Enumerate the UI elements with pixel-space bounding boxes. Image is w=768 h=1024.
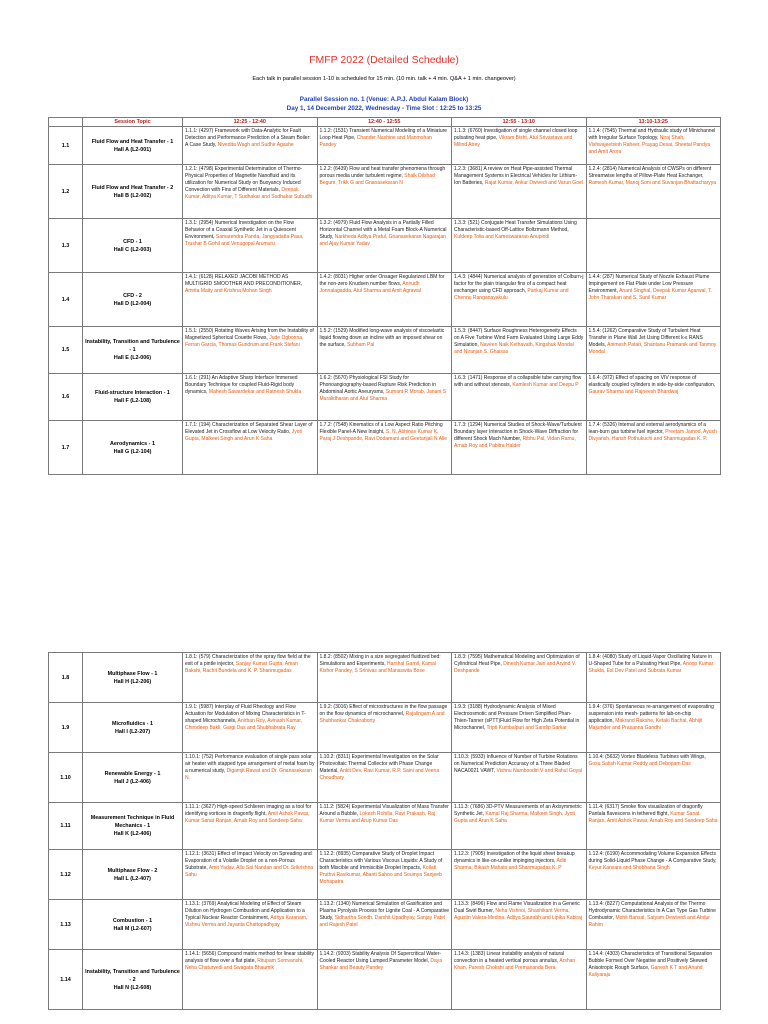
table-header-row: [49, 118, 721, 127]
talk-cell: [183, 653, 318, 703]
session-topic: Aerodynamics - 1 Hall G (L2-104): [83, 421, 183, 475]
header-slot-2: 12:40 - 12:55: [317, 118, 452, 127]
talk-title: 1.8.3: (7595) Mathematical Modeling and Optimization of Cylindrical Heat Pipe,: [454, 654, 580, 667]
talk-cell: [586, 327, 721, 374]
session-number: 1.7: [49, 421, 83, 475]
talk-authors: Rajalingam A and Shubhankar Chakraborty: [319, 710, 445, 724]
session-row: [49, 653, 721, 703]
talk-authors: Anant Singhal, Deepak Kumar Agarwal, T. John Tharakan and S. Sunil Kumar: [588, 287, 713, 301]
talk-title: 1.7.2: (7548) Kinematics of a Low Aspect Ratio Pitching Flexible Panel-A New Insight,: [319, 422, 443, 435]
session-number: 1.11: [49, 803, 83, 850]
talk-cell: [452, 950, 587, 1010]
talk-authors: Subham Pal: [347, 341, 375, 348]
talk-cell: [317, 127, 452, 165]
talk-authors: Samarendra Panda, Jangyadatta Pasa, Trushar B Gohil and Venugopal Arumuru: [185, 233, 304, 247]
talk-title: 1.11.3: (7686) 3D-PTV Measurements of an Axisymmetric Synthetic Jet,: [454, 804, 582, 817]
talk-title: 1.14.2: (9203) Stability Analysis Of Supercritical Water-Cooled Reactor Using Lumped Parameter Model,: [319, 951, 442, 964]
talk-authors: Lokesh Rohilla, Ravi Prakash, Raj Kumar Verma and Arup Kumar Das: [319, 810, 436, 824]
talk-title: 1.14.1: (5656) Compound matrix method for linear stability analysis of flow over a flat plate,: [185, 951, 314, 964]
talk-authors: Aditi Sharma, Bikash Mahato and Shanmugadas K. P: [454, 857, 567, 871]
session-row: [49, 900, 721, 950]
talk-cell: [586, 374, 721, 421]
talk-title: 1.12.3: (7905) Investigation of the liquid sheet breakup dynamics in like-on-unlike impinging injectors,: [454, 851, 575, 864]
talk-cell: [452, 803, 587, 850]
talk-cell: [183, 273, 318, 327]
talk-title: 1.8.1: (579) Characterization of the spray flow field at the exit of a pintle injector,: [185, 654, 311, 667]
header-slot-3: 12:55 - 13:10: [452, 118, 587, 127]
talk-cell: [452, 753, 587, 803]
talk-title: 1.11.1: (3627) High-speed Schlieren imaging as a tool for identifying vortices in dragonfly flight,: [185, 804, 312, 817]
session-number: 1.5: [49, 327, 83, 374]
talk-cell: [317, 653, 452, 703]
talk-cell: [586, 219, 721, 273]
session-number: 1.6: [49, 374, 83, 421]
talk-authors: Animesh Patari, Shantanu Pramanik and Tanmoy Mondal: [588, 341, 717, 355]
talk-cell: [586, 273, 721, 327]
session-topic: CFD - 2 Hall D (L2-004): [83, 273, 183, 327]
talk-authors: Kamal Raj Sharma, Malkeet Singh, Jyoti Gupta and Arun K Saha: [454, 810, 575, 824]
talk-authors: Gosu Satish Kumar Reddy and Debopam Das: [588, 760, 691, 767]
talk-title: 1.10.3: (5933) Influence of Number of Turbine Rotations on Numerical Prediction Accuracy of a Three Bladed NACA0021 VAWT,: [454, 754, 578, 774]
talk-title: 1.7.4: (5326) Internal and external aerodynamics of a lean-burn gas turbine fuel injector,: [588, 422, 707, 435]
talk-cell: [183, 703, 318, 753]
talk-authors: Arshan Khan, Paresh Chokshi and Premananda Bera: [454, 957, 576, 971]
talk-cell: [452, 850, 587, 900]
talk-authors: Neha Vishnoi, Shashikant Verma, Agustin Valera-Medina, Aditya Saurabh and Lipika Kabiraj: [454, 907, 583, 921]
talk-authors: Deepak Kumar, Aditya Kumar, T Sudhakar and Sudhakar Subudhi: [185, 186, 313, 200]
schedule-table-lower: [48, 652, 721, 1010]
talk-cell: [317, 900, 452, 950]
session-row: [49, 165, 721, 219]
talk-title: 1.13.3: (8496) Flow and Flame Visualization in a Generic Dual Swirl Burner,: [454, 901, 580, 914]
session-topic: Combustion - 1 Hall M (L2-607): [83, 900, 183, 950]
talk-authors: Tripti Kumbalpuri and Sandip Sarkar: [486, 724, 567, 731]
talk-cell: [317, 219, 452, 273]
talk-authors: Vikram Bisht, Atul Srivastava and Milind Atrey: [454, 134, 573, 148]
session-topic: Instability, Transition and Turbulence - 2 Hall N (L2-608): [83, 950, 183, 1010]
talk-cell: [317, 703, 452, 753]
session-topic: CFD - 1 Hall C (L2-003): [83, 219, 183, 273]
talk-cell: [452, 653, 587, 703]
talk-cell: [452, 327, 587, 374]
talk-title: 1.4.2: (8031) Higher order Onsager Regularized LBM for the non-zero Knudsen number flows,: [319, 274, 445, 287]
talk-cell: [586, 703, 721, 753]
talk-title: 1.7.1: (194) Characterization of Separated Shear Layer of Elevated Jet in Crossflow at Low Velocity Ratio,: [185, 422, 313, 435]
talk-authors: S. N. Abhinav Kumar K, Paraj J Deshpande, Ravi Dodamani and Geetanjali N Alle: [319, 428, 448, 442]
talk-title: 1.13.1: (3769) Analytical Modeling of Effect of Steam Dilution on Hydrogen Combustion and Application to a Typical Nuclear Reactor Containment,: [185, 901, 305, 921]
session-row: [49, 421, 721, 475]
talk-authors: Makrand Rakshe, Ketaki Bachal, Abhijit Majumder and Prasanna Gandhi: [588, 717, 703, 731]
talk-cell: [317, 374, 452, 421]
talk-cell: [317, 165, 452, 219]
talk-authors: Kumar Sanat Ranjan, Amit Ashok Pawar, Arnab Roy and Sandeep Saha: [588, 810, 718, 824]
talk-cell: [586, 127, 721, 165]
talk-cell: [183, 219, 318, 273]
talk-authors: Sidhartha Sondh, Darshit Upadhyay, Sanjay Patel and Rajesh Patel: [319, 914, 445, 928]
session-row: [49, 850, 721, 900]
talk-authors: Pankaj Kumar and Chennu Ranganayakulu: [454, 287, 569, 301]
talk-title: 1.9.2: (3016) Effect of microstructures in the flow passage on the flow dynamics of microchannel,: [319, 704, 448, 717]
talk-title: 1.5.2: (1529) Modified long-wave analysis of viscoelastic liquid flowing down an incline with an imposed shear on the surface,: [319, 328, 445, 348]
talk-title: 1.5.1: (2550) Rotating Waves Arising from the Instability of Magnetized Spherical Couette Flows,: [185, 328, 314, 341]
talk-title: 1.4.3: (4844) Numerical analysis of generation of Colburn-j factor for the plain triangular fins of a compact heat exchanger using CFD approach,: [454, 274, 584, 294]
session-topic: Fluid Flow and Heat Transfer - 2 Hall B (L2-002): [83, 165, 183, 219]
talk-cell: [452, 900, 587, 950]
talk-cell: [183, 753, 318, 803]
talk-title: 1.1.3: (6760) Investigation of single channel closed loop pulsating heat pipe,: [454, 128, 578, 141]
session-row: [49, 803, 721, 850]
talk-cell: [452, 165, 587, 219]
session-number: 1.14: [49, 950, 83, 1010]
talk-cell: [183, 374, 318, 421]
talk-title: 1.5.4: (1262) Comparative Study of Turbulent Heat Transfer in Plane Wall Jet Using Different k-ε RANS Models,: [588, 328, 703, 348]
talk-cell: [183, 850, 318, 900]
session-venue: Parallel Session no. 1 (Venue: A.P.J. Abdul Kalam Block): [299, 96, 469, 103]
talk-cell: [317, 803, 452, 850]
talk-cell: [452, 374, 587, 421]
session-number: 1.3: [49, 219, 83, 273]
talk-cell: [183, 421, 318, 475]
session-row: [49, 327, 721, 374]
talk-authors: Gaurav Sharma and Rajneesh Bhardwaj: [588, 388, 679, 395]
talk-cell: [183, 803, 318, 850]
session-number: 1.9: [49, 703, 83, 753]
session-number: 1.2: [49, 165, 83, 219]
session-topic: Fluid Flow and Heat Transfer - 1 Hall A (L2-001): [83, 127, 183, 165]
talk-authors: Preetam Jamod, Ayush Divyansh, Harish Pothukuchi and Shanmugadas K. P.: [588, 428, 717, 442]
schedule-note: Each talk in parallel session 1-10 is scheduled for 15 min. (10 min. talk + 4 min. Q&A + 1 min. changeover): [252, 76, 516, 82]
session-row: [49, 219, 721, 273]
talk-cell: [317, 421, 452, 475]
session-row: [49, 374, 721, 421]
talk-cell: [452, 127, 587, 165]
talk-cell: [586, 850, 721, 900]
talk-authors: Mahesh Sawardekar and Ratnesh Shukla: [208, 388, 302, 395]
talk-cell: [586, 753, 721, 803]
talk-title: 1.12.4: (6190) Accommodating Volume Expansion Effects during Solid-Liquid Phase Change - A Comparative Study,: [588, 851, 717, 864]
header-slot-1: 12:25 - 12:40: [183, 118, 318, 127]
talk-authors: Digamjit Rawat and Dr. Gnanasekaran N.: [185, 767, 312, 781]
header-session-topic: Session Topic: [83, 118, 183, 127]
session-topic: Measurement Technique in Fluid Mechanics - 1 Hall K (L2-406): [83, 803, 183, 850]
session-number: 1.4: [49, 273, 83, 327]
session-number: 1.10: [49, 753, 83, 803]
talk-title: 1.9.3: (3188) Hydrodynamic Analysis of Mixed Electroosmotic and Pressure Driven Simplified Phan-Thien-Tanner (sPTT)Fluid Flow for High Zeta Potential in Microchannel,: [454, 704, 580, 731]
talk-cell: [183, 165, 318, 219]
talk-title: 1.11.2: (5824) Experimental Visualization of Mass Transfer Around a Bubble,: [319, 804, 449, 817]
talk-title: 1.3.3: (521) Conjugate Heat Transfer Simulations Using Characteristic-based Off-Lattice Boltzmann Method,: [454, 220, 577, 233]
session-row: [49, 753, 721, 803]
talk-cell: [452, 219, 587, 273]
talk-title: 1.1.4: (7545) Thermal and Hydraulic study of Minichannel with Irregular Surface Topology,: [588, 128, 716, 141]
talk-title: 1.1.2: (1531) Transient Numerical Modeling of a Miniature Loop Heat Pipe,: [319, 128, 448, 141]
talk-authors: Ganesh K T and Anand Kaliyaraju: [588, 964, 703, 978]
session-row: [49, 273, 721, 327]
session-number: 1.8: [49, 653, 83, 703]
talk-cell: [183, 127, 318, 165]
talk-title: 1.1.1: (4297) Framework with Data-Analytic for Fault Detection and Performance Prediction of a Steam Boiler: A Case Study,: [185, 128, 311, 148]
talk-authors: Ramesh Kumar, Manoj Soni and Suvanjan Bhattacharyya: [588, 179, 717, 186]
talk-authors: Jude Ogbonna, Ferran Garcia, Thomas Gundrum and Frank Stefani: [185, 334, 304, 348]
talk-authors: Keyur Kansara and Shobhana Singh: [588, 864, 670, 871]
talk-authors: Niraj Shah, Vishwajeetsinh Raheer, Prayag Desai, Sheetal Pandya and Amit Arora: [588, 134, 711, 155]
talk-title: 1.6.1: (291) An Adaptive Sharp Interface Immersed Boundary Technique for coupled Fluid-Rigid body dynamics,: [185, 375, 298, 395]
talk-cell: [452, 421, 587, 475]
talk-authors: Shaik Dilshad Begum, Trikk G and Gnanasekaran N: [319, 172, 435, 186]
talk-title: 1.13.2: (1340) Numerical Simulation of Gasification and Plasma Pyrolysis Process for Lignite Coal - A Comparative Study,: [319, 901, 449, 921]
schedule-table-upper: [48, 117, 721, 475]
talk-title: 1.3.1: (2954) Numerical Investigation on the Flow Behavior of a Coaxial Synthetic Jet in a Quiescent Environment,: [185, 220, 296, 240]
talk-cell: [586, 421, 721, 475]
talk-authors: Narkheda Aditya Praful, Gnanasekaran Nagarajan and Ajay Kumar Yadav: [319, 233, 446, 247]
session-row: [49, 950, 721, 1010]
session-time-slot: Day 1, 14 December 2022, Wednesday - Time Slot : 12:25 to 13:25: [286, 105, 482, 112]
talk-cell: [183, 900, 318, 950]
talk-title: 1.6.3: (1471) Response of a collapsible tube carrying flow with and without stenosis,: [454, 375, 582, 388]
talk-authors: Chander Nashine and Manmohan Pandey: [319, 134, 432, 148]
talk-cell: [317, 950, 452, 1010]
talk-cell: [586, 950, 721, 1010]
talk-cell: [452, 273, 587, 327]
talk-cell: [183, 950, 318, 1010]
talk-authors: Sumant R Morab, Janani S Muralidharan and Atul Sharma: [319, 388, 446, 402]
talk-authors: Ankit Dev, Ravi Kumar, R.P. Saini and Veena Choudhary: [319, 767, 440, 781]
talk-authors: Anirban Roy, Avinash Kumar, Chirodeep Bakli, Gargi Das and Shubhabrata Ray: [185, 717, 303, 731]
talk-authors: Kollati Pruthvi Ravikumar, Abanti Sahoo and Soumya Sanjeeb Mohapatra: [319, 864, 442, 885]
talk-title: 1.7.3: (1294) Numerical Studies of Shock-Wave/Turbulent Boundary layer Interaction in Shock-Wave Diffraction for different Shock Mach Number,: [454, 422, 582, 442]
talk-authors: Sanjay Kumar Gupta, Aman Bakshi, Rachit Bundela and K. P. Shanmugadas: [185, 660, 298, 674]
talk-title: 1.6.2: (5670) Physiological FSI Study for Phonoangiography-based Rupture Risk Prediction in Abdominal Aortic Aneurysms,: [319, 375, 436, 395]
session-topic: Microfluidics - 1 Hall I (L2-207): [83, 703, 183, 753]
talk-cell: [317, 327, 452, 374]
talk-authors: Amit Ashok Pawar, Kumar Sanat Ranjan, Arnab Roy and Sandeep Saha: [185, 810, 310, 824]
talk-authors: Anirudh Jonnalagadda, Atul Sharma and Amit Agrawal: [319, 280, 421, 294]
talk-title: 1.2.3: (3681) A review on Heat Pipe-assisted Thermal Management Systems in Electrical Vehicles for Lithium-Ion Batteries,: [454, 166, 578, 186]
talk-title: 1.4.1: (6128) RELAXED JACOBI METHOD AS MULTIGRID SMOOTHER AND PRECONDITIONER,: [185, 274, 303, 287]
talk-title: 1.2.2: (6439) Flow and heat transfer phenomena through porous media under turbulent regime,: [319, 166, 446, 179]
talk-authors: Vishnu Namboodiri V and Rahul Goyal: [496, 767, 583, 774]
talk-title: 1.10.1: (752) Performance evaluation of single pass solar air heater with stapped type arrangement of metal foam by a numerical study,: [185, 754, 315, 774]
talk-authors: Amit Yadav, Allu Sai Nandan and Dr. Srikrishna Sahu: [185, 864, 314, 878]
talk-title: 1.12.1: (3631) Effect of Impact Velocity on Spreading and Evaporation of a Volatile Droplet on a non-Porous Substrate,: [185, 851, 312, 871]
talk-cell: [317, 753, 452, 803]
talk-authors: Nivedita Wagh and Sudhir Agashe: [217, 141, 294, 148]
talk-cell: [586, 803, 721, 850]
session-topic: Renewable Energy - 1 Hall J (L2-406): [83, 753, 183, 803]
talk-title: 1.6.4: (972) Effect of spacing on VIV response of elastically coupled cylinders in side-by-side configuration,: [588, 375, 716, 388]
talk-authors: Ribhu Pal, Vidan Ramu, Arnab Roy and Pabitra Halder: [454, 435, 576, 449]
talk-authors: Amrita Maity and Krishna Mohan Singh: [185, 287, 272, 294]
talk-authors: Naveen Naik Kethavath, Kingshuk Mondal and Niranjan S. Ghaisas: [454, 341, 574, 355]
talk-title: 1.14.4: (4303) Characteristics of Transitional Separation Bubble Formed Over Negative and Positively Skewed Anisotropic Rough Surface,: [588, 951, 713, 971]
talk-title: 1.10.2: (8311) Experimental Investigation on the Solar Photovoltaic Thermal Collector with Phase Change Material,: [319, 754, 439, 774]
talk-title: 1.9.4: (376) Spontaneous re-arrangement of evaporating suspension into mesh- patterns for lab-on-chip application,: [588, 704, 714, 724]
talk-authors: Jyoti Gupta, Malkeet Singh and Arun K Saha: [185, 428, 302, 442]
talk-authors: Aditya Karanam, Vishnu Verma and Jayanta Chattopadhyay: [185, 914, 308, 928]
session-topic: Multiphase Flow - 2 Hall L (L2-407): [83, 850, 183, 900]
header-number: [49, 118, 83, 127]
talk-title: 1.10.4: (5632) Vortex Bladeless Turbines with Wings,: [588, 754, 706, 760]
talk-title: 1.4.4: (287) Numerical Study of Nozzle Exhaust Plume Impingement on Flat Plate under Low Pressure Environment,: [588, 274, 710, 294]
talk-title: 1.11.4: (6317) Smoke flow visualization of dragonfly Pantala flavescens in tethered flight,: [588, 804, 703, 817]
talk-cell: [586, 653, 721, 703]
talk-title: 1.13.4: (8227) Computational Analysis of the Thermo Hydrodynamic Characteristics In A Can Type Gas Turbine Combustor,: [588, 901, 716, 921]
session-topic: Instability, Transition and Turbulence - 1 Hall E (L2-006): [83, 327, 183, 374]
session-row: [49, 127, 721, 165]
talk-title: 1.3.2: (4979) Fluid Flow Analysis in a Partially Filled Horizontal Channel with a Metal Foam Block-A Numerical Study,: [319, 220, 447, 240]
session-row: [49, 703, 721, 753]
talk-cell: [452, 703, 587, 753]
talk-cell: [586, 165, 721, 219]
talk-title: 1.2.4: (2814) Numerical Analysis of CWSPs on different Streamwise lengths of Pillow-Plate Heat Exchanger,: [588, 166, 712, 179]
talk-authors: Harshal Garnil, Kamal Kishor Pandey, S Srinivas and Manaswita Bose: [319, 660, 436, 674]
talk-authors: Rajat Kumar, Ankur Dwivedi and Varun Goel: [484, 179, 583, 186]
talk-title: 1.8.4: (4080) Study of Liquid-Vapor Oscillating Nature in U-Shaped Tube for a Pulsating Heat Pipe,: [588, 654, 713, 667]
talk-authors: Dinesh Kumar Jain and Arvind V. Deshpande: [454, 660, 577, 674]
session-topic: Multiphase Flow - 1 Hall H (L2-206): [83, 653, 183, 703]
talk-authors: Anoop Kumar Shukla, Esl Dev Patel and Subrata Kumar: [588, 660, 714, 674]
session-topic: Fluid-structure Interaction - 1 Hall F (L2-108): [83, 374, 183, 421]
talk-title: 1.12.2: (8935) Comparative Study of Droplet Impact Characteristics with Various Viscous Liquids: A Study of both Miscible and Immiscible Droplet Impacts,: [319, 851, 443, 871]
talk-authors: Mohit Bansal, Satyam Dewivedi and Abdur Rahim: [588, 914, 710, 928]
talk-cell: [317, 273, 452, 327]
page-title: FMFP 2022 (Detailed Schedule): [309, 54, 459, 66]
session-number: 1.1: [49, 127, 83, 165]
talk-title: 1.9.1: (5987) Interplay of Fluid Rheology and Flow Actuation for Modulation of Mixing Characteristics in T-shaped Microchannels,: [185, 704, 306, 724]
talk-title: 1.2.1: (4798) Experimental Determination of Thermo-Physical Properties of Magnetite Nanofluid and its utilization for Numerical Study on Buoyancy Induced Convection with Fins of Different Materials,: [185, 166, 303, 193]
talk-cell: [586, 900, 721, 950]
talk-authors: Daya Shankar and Beauty Pandey: [319, 957, 443, 971]
header-slot-4: 13:10-13:25: [586, 118, 721, 127]
talk-authors: Ritupam Somvanshi, Neha Chaturvedi and Swagata Bhaumik: [185, 957, 304, 971]
talk-cell: [317, 850, 452, 900]
talk-cell: [183, 327, 318, 374]
session-number: 1.13: [49, 900, 83, 950]
talk-title: 1.5.3: (8447) Surface Roughness Heterogeneity Effects on A Five Turbine Wind Farm Evaluated Using Large Eddy Simulation,: [454, 328, 584, 348]
talk-authors: Kamlesh Kumar and Deepu P: [512, 381, 579, 388]
talk-authors: Kuldeep Tolia and Kameswararao Anupindi: [454, 233, 550, 240]
talk-title: 1.8.2: (8502) Mixing in a size segregated fluidized bed: Simulations and Experiments,: [319, 654, 441, 667]
talk-title: 1.14.3: (1383) Linear instability analysis of natural convection in a heated vertical porous annulus,: [454, 951, 565, 964]
session-number: 1.12: [49, 850, 83, 900]
